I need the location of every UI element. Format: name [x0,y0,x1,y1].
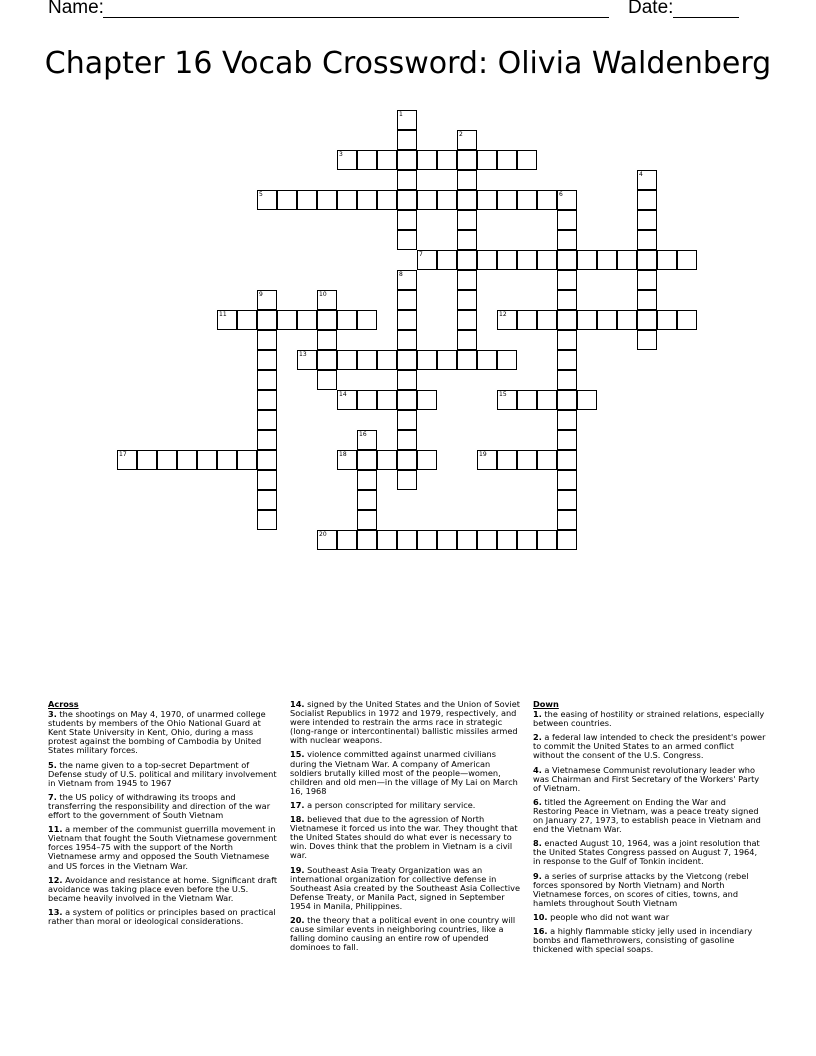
grid-cell[interactable] [257,350,277,370]
grid-cell[interactable] [317,330,337,350]
grid-cell[interactable] [617,310,637,330]
grid-cell[interactable] [457,170,477,190]
grid-cell[interactable] [377,530,397,550]
grid-cell[interactable] [517,250,537,270]
grid-cell[interactable] [557,530,577,550]
grid-cell[interactable] [457,530,477,550]
grid-cell[interactable] [477,190,497,210]
grid-cell[interactable] [397,290,417,310]
grid-cell[interactable] [397,130,417,150]
grid-cell[interactable] [477,150,497,170]
grid-cell[interactable] [317,530,337,550]
grid-cell[interactable] [517,150,537,170]
grid-cell[interactable] [217,310,237,330]
grid-cell[interactable] [337,150,357,170]
grid-cell[interactable] [397,350,417,370]
grid-cell[interactable] [437,150,457,170]
grid-cell[interactable] [357,310,377,330]
grid-cell[interactable] [397,190,417,210]
grid-cell[interactable] [397,470,417,490]
grid-cell[interactable] [357,430,377,450]
grid-cell[interactable] [577,250,597,270]
grid-cell[interactable] [637,230,657,250]
clue-across-7: 7. the US policy of withdrawing its troops and transferring the responsibility and direction of the war effort to the government of South Vietnam [48,791,271,821]
grid-cell[interactable] [417,450,437,470]
grid-cell[interactable] [457,150,477,170]
grid-cell[interactable] [557,490,577,510]
date-label: Date: [628,0,674,18]
clue-number-label: 9 [259,291,263,298]
clue-across-11: 11. a member of the communist guerrilla movement in Vietnam that fought the South Vietnamese government forces 1954–75 with the support of the North Vietnamese army and opposed the South Vietnamese and US forces in the Vietnam War. [48,824,277,871]
grid-cell[interactable] [457,230,477,250]
grid-cell[interactable] [257,290,277,310]
grid-cell[interactable] [497,190,517,210]
grid-cell[interactable] [277,190,297,210]
grid-cell[interactable] [137,450,157,470]
grid-cell[interactable] [637,250,657,270]
grid-cell[interactable] [657,250,677,270]
grid-cell[interactable] [457,130,477,150]
grid-cell[interactable] [397,170,417,190]
across-heading: Across [48,699,79,709]
clue-down-9: 9. a series of surprise attacks by the Vietcong (rebel forces sponsored by North Vietnam) and North Vietnamese forces, on scores of cities, towns, and hamlets throughout South Vietnam [533,870,749,908]
clue-number-label: 18 [339,451,347,458]
grid-cell[interactable] [377,190,397,210]
clue-across-15: 15. violence committed against unarmed civilians during the Vietnam War. A company of American soldiers brutally killed most of the people—women, children and old men—in the village of My Lai on March 16, 1968 [290,749,518,796]
grid-cell[interactable] [617,250,637,270]
grid-cell[interactable] [557,290,577,310]
clue-number-label: 6 [559,191,563,198]
grid-cell[interactable] [557,450,577,470]
grid-cell[interactable] [397,110,417,130]
grid-cell[interactable] [277,310,297,330]
grid-cell[interactable] [517,310,537,330]
grid-cell[interactable] [657,310,677,330]
grid-cell[interactable] [257,470,277,490]
grid-cell[interactable] [437,190,457,210]
grid-cell[interactable] [537,190,557,210]
grid-cell[interactable] [597,310,617,330]
grid-cell[interactable] [237,450,257,470]
grid-cell[interactable] [417,350,437,370]
grid-cell[interactable] [377,350,397,370]
grid-cell[interactable] [497,390,517,410]
clue-number-label: 8 [399,271,403,278]
clue-across-19: 19. Southeast Asia Treaty Organization was an international organization for collective defense in Southeast Asia created by the Southeast Asia Collective Defense Treaty, or Manila Pact, signed in September 1954 in Manila, Philippines. [290,864,521,911]
grid-cell[interactable] [397,370,417,390]
grid-cell[interactable] [417,250,437,270]
grid-cell[interactable] [317,290,337,310]
grid-cell[interactable] [257,310,277,330]
grid-cell[interactable] [457,290,477,310]
grid-cell[interactable] [397,310,417,330]
clue-number-label: 2 [459,131,463,138]
grid-cell[interactable] [257,390,277,410]
grid-cell[interactable] [397,450,417,470]
grid-cell[interactable] [457,310,477,330]
grid-cell[interactable] [297,350,317,370]
grid-cell[interactable] [457,190,477,210]
grid-cell[interactable] [457,350,477,370]
grid-cell[interactable] [397,530,417,550]
grid-cell[interactable] [417,390,437,410]
grid-cell[interactable] [417,150,437,170]
page-title: Chapter 16 Vocab Crossword: Olivia Waldenberg [44,46,772,81]
grid-cell[interactable] [517,390,537,410]
grid-cell[interactable] [477,530,497,550]
grid-cell[interactable] [517,190,537,210]
grid-cell[interactable] [577,310,597,330]
grid-cell[interactable] [317,370,337,390]
grid-cell[interactable] [537,450,557,470]
grid-cell[interactable] [637,190,657,210]
grid-cell[interactable] [357,510,377,530]
grid-cell[interactable] [637,210,657,230]
grid-cell[interactable] [257,370,277,390]
clue-down-2: 2. a federal law intended to check the president's power to commit the United States to an armed conflict without the consent of the U.S. Congress. [533,732,766,761]
grid-cell[interactable] [557,190,577,210]
clue-number-label: 10 [319,291,327,298]
grid-cell[interactable] [537,530,557,550]
grid-cell[interactable] [357,150,377,170]
grid-cell[interactable] [337,350,357,370]
grid-cell[interactable] [557,510,577,530]
grid-cell[interactable] [557,270,577,290]
grid-cell[interactable] [517,530,537,550]
grid-cell[interactable] [117,450,137,470]
grid-cell[interactable] [437,250,457,270]
grid-cell[interactable] [397,210,417,230]
grid-cell[interactable] [257,330,277,350]
grid-cell[interactable] [397,390,417,410]
grid-cell[interactable] [437,350,457,370]
grid-cell[interactable] [637,310,657,330]
clue-number-label: 12 [499,311,507,318]
clue-across-17: 17. a person conscripted for military service. [290,799,476,810]
grid-cell[interactable] [437,530,457,550]
grid-cell[interactable] [457,250,477,270]
clue-number-label: 7 [419,251,423,258]
grid-cell[interactable] [257,410,277,430]
grid-cell[interactable] [377,150,397,170]
grid-cell[interactable] [497,350,517,370]
clue-number-label: 15 [499,391,507,398]
grid-cell[interactable] [497,150,517,170]
clue-across-14: 14. signed by the United States and the Union of Soviet Socialist Republics in 1972 and 1979, respectively, and were intended to restrain the arms race in strategic (long-range or intercontinental) ballistic missiles armed with nuclear weapons. [290,699,520,746]
grid-cell[interactable] [517,450,537,470]
grid-cell[interactable] [577,390,597,410]
grid-cell[interactable] [557,430,577,450]
grid-cell[interactable] [177,450,197,470]
grid-cell[interactable] [397,430,417,450]
grid-cell[interactable] [317,310,337,330]
across-clues-column-1 [48,700,280,931]
grid-cell[interactable] [317,190,337,210]
clue-across-3: 3. the shootings on May 4, 1970, of unarmed college students by members of the Ohio National Guard at Kent State University in Kent, Ohio, during a mass protest against the bombing of Cambodia by United States military forces. [48,709,266,756]
name-label: Name: [48,0,104,18]
across-clues-column-2 [290,700,522,957]
grid-cell[interactable] [337,450,357,470]
grid-cell[interactable] [557,230,577,250]
grid-cell[interactable] [357,350,377,370]
clue-across-20: 20. the theory that a political event in one country will cause similar events in neighboring countries, like a falling domino causing an entire row of upended dominoes to fall. [290,914,516,953]
grid-cell[interactable] [397,330,417,350]
grid-cell[interactable] [257,430,277,450]
grid-cell[interactable] [457,270,477,290]
grid-cell[interactable] [237,310,257,330]
grid-cell[interactable] [257,510,277,530]
clue-number-label: 14 [339,391,347,398]
clue-number-label: 4 [639,171,643,178]
grid-cell[interactable] [417,190,437,210]
grid-cell[interactable] [557,470,577,490]
grid-cell[interactable] [637,330,657,350]
grid-cell[interactable] [417,530,437,550]
clue-across-12: 12. Avoidance and resistance at home. Significant draft avoidance was taking place even before the U.S. became heavily involved in the Vietnam War. [48,874,278,903]
grid-cell[interactable] [597,250,617,270]
clue-across-5: 5. the name given to a top-secret Department of Defense study of U.S. political and military involvement in Vietnam from 1945 to 1967 [48,759,277,788]
grid-cell[interactable] [397,410,417,430]
grid-cell[interactable] [317,350,337,370]
clue-number-label: 1 [399,111,403,118]
grid-cell[interactable] [357,190,377,210]
grid-cell[interactable] [257,190,277,210]
clue-down-10: 10. people who did not want war [533,911,670,922]
grid-cell[interactable] [677,310,697,330]
grid-cell[interactable] [257,450,277,470]
grid-cell[interactable] [557,390,577,410]
grid-cell[interactable] [257,490,277,510]
grid-cell[interactable] [557,410,577,430]
grid-cell[interactable] [677,250,697,270]
grid-cell[interactable] [557,210,577,230]
grid-cell[interactable] [377,450,397,470]
clue-number-label: 3 [339,151,343,158]
grid-cell[interactable] [457,210,477,230]
grid-cell[interactable] [557,310,577,330]
clue-down-8: 8. enacted August 10, 1964, was a joint resolution that the United States Congress passed on August 7, 1964, in response to the Gulf of Tonkin incident. [533,838,760,867]
grid-cell[interactable] [557,370,577,390]
grid-cell[interactable] [637,170,657,190]
grid-cell[interactable] [357,470,377,490]
grid-cell[interactable] [557,330,577,350]
down-clues-column [533,700,767,959]
grid-cell[interactable] [557,350,577,370]
clue-number-label: 13 [299,351,307,358]
clue-down-1: 1. the easing of hostility or strained relations, especially between countries. [533,709,765,729]
clue-number-label: 19 [479,451,487,458]
clue-number-label: 16 [359,431,367,438]
clue-down-6: 6. titled the Agreement on Ending the War and Restoring Peace in Vietnam, was a peace treaty signed on January 27, 1973, to establish peace in Vietnam and end the Vietnam War. [533,796,761,835]
grid-cell[interactable] [297,190,317,210]
grid-cell[interactable] [497,450,517,470]
grid-cell[interactable] [397,150,417,170]
grid-cell[interactable] [337,530,357,550]
grid-cell[interactable] [197,450,217,470]
grid-cell[interactable] [537,250,557,270]
grid-cell[interactable] [357,490,377,510]
grid-cell[interactable] [637,270,657,290]
grid-cell[interactable] [557,250,577,270]
grid-cell[interactable] [397,230,417,250]
grid-cell[interactable] [477,450,497,470]
clue-down-4: 4. a Vietnamese Communist revolutionary leader who was Chairman and First Secretary of the Workers' Party of Vietnam. [533,764,760,793]
grid-cell[interactable] [497,250,517,270]
grid-cell[interactable] [497,310,517,330]
grid-cell[interactable] [537,310,557,330]
grid-cell[interactable] [217,450,237,470]
clue-number-label: 5 [259,191,263,198]
grid-cell[interactable] [637,290,657,310]
grid-cell[interactable] [477,350,497,370]
grid-cell[interactable] [377,390,397,410]
clue-number-label: 11 [219,311,227,318]
grid-cell[interactable] [357,530,377,550]
grid-cell[interactable] [337,190,357,210]
grid-cell[interactable] [477,250,497,270]
clue-number-label: 17 [119,451,127,458]
clue-down-16: 16. a highly flammable sticky jelly used in incendiary bombs and flamethrowers, consisting of gasoline thickened with special soaps. [533,925,753,955]
grid-cell[interactable] [397,270,417,290]
grid-cell[interactable] [497,530,517,550]
grid-cell[interactable] [357,390,377,410]
grid-cell[interactable] [297,310,317,330]
grid-cell[interactable] [357,450,377,470]
grid-cell[interactable] [157,450,177,470]
grid-cell[interactable] [457,330,477,350]
clue-across-18: 18. believed that due to the agression of North Vietnamese it forced us into the war. They thought that the United States should do what ever is necessary to win. Doves think that the problem in Vietnam is a civil war. [290,814,518,861]
down-heading: Down [533,699,559,709]
grid-cell[interactable] [337,390,357,410]
clue-across-13: 13. a system of politics or principles based on practical rather than moral or ideological considerations. [48,906,276,926]
grid-cell[interactable] [337,310,357,330]
clue-number-label: 20 [319,531,327,538]
grid-cell[interactable] [537,390,557,410]
